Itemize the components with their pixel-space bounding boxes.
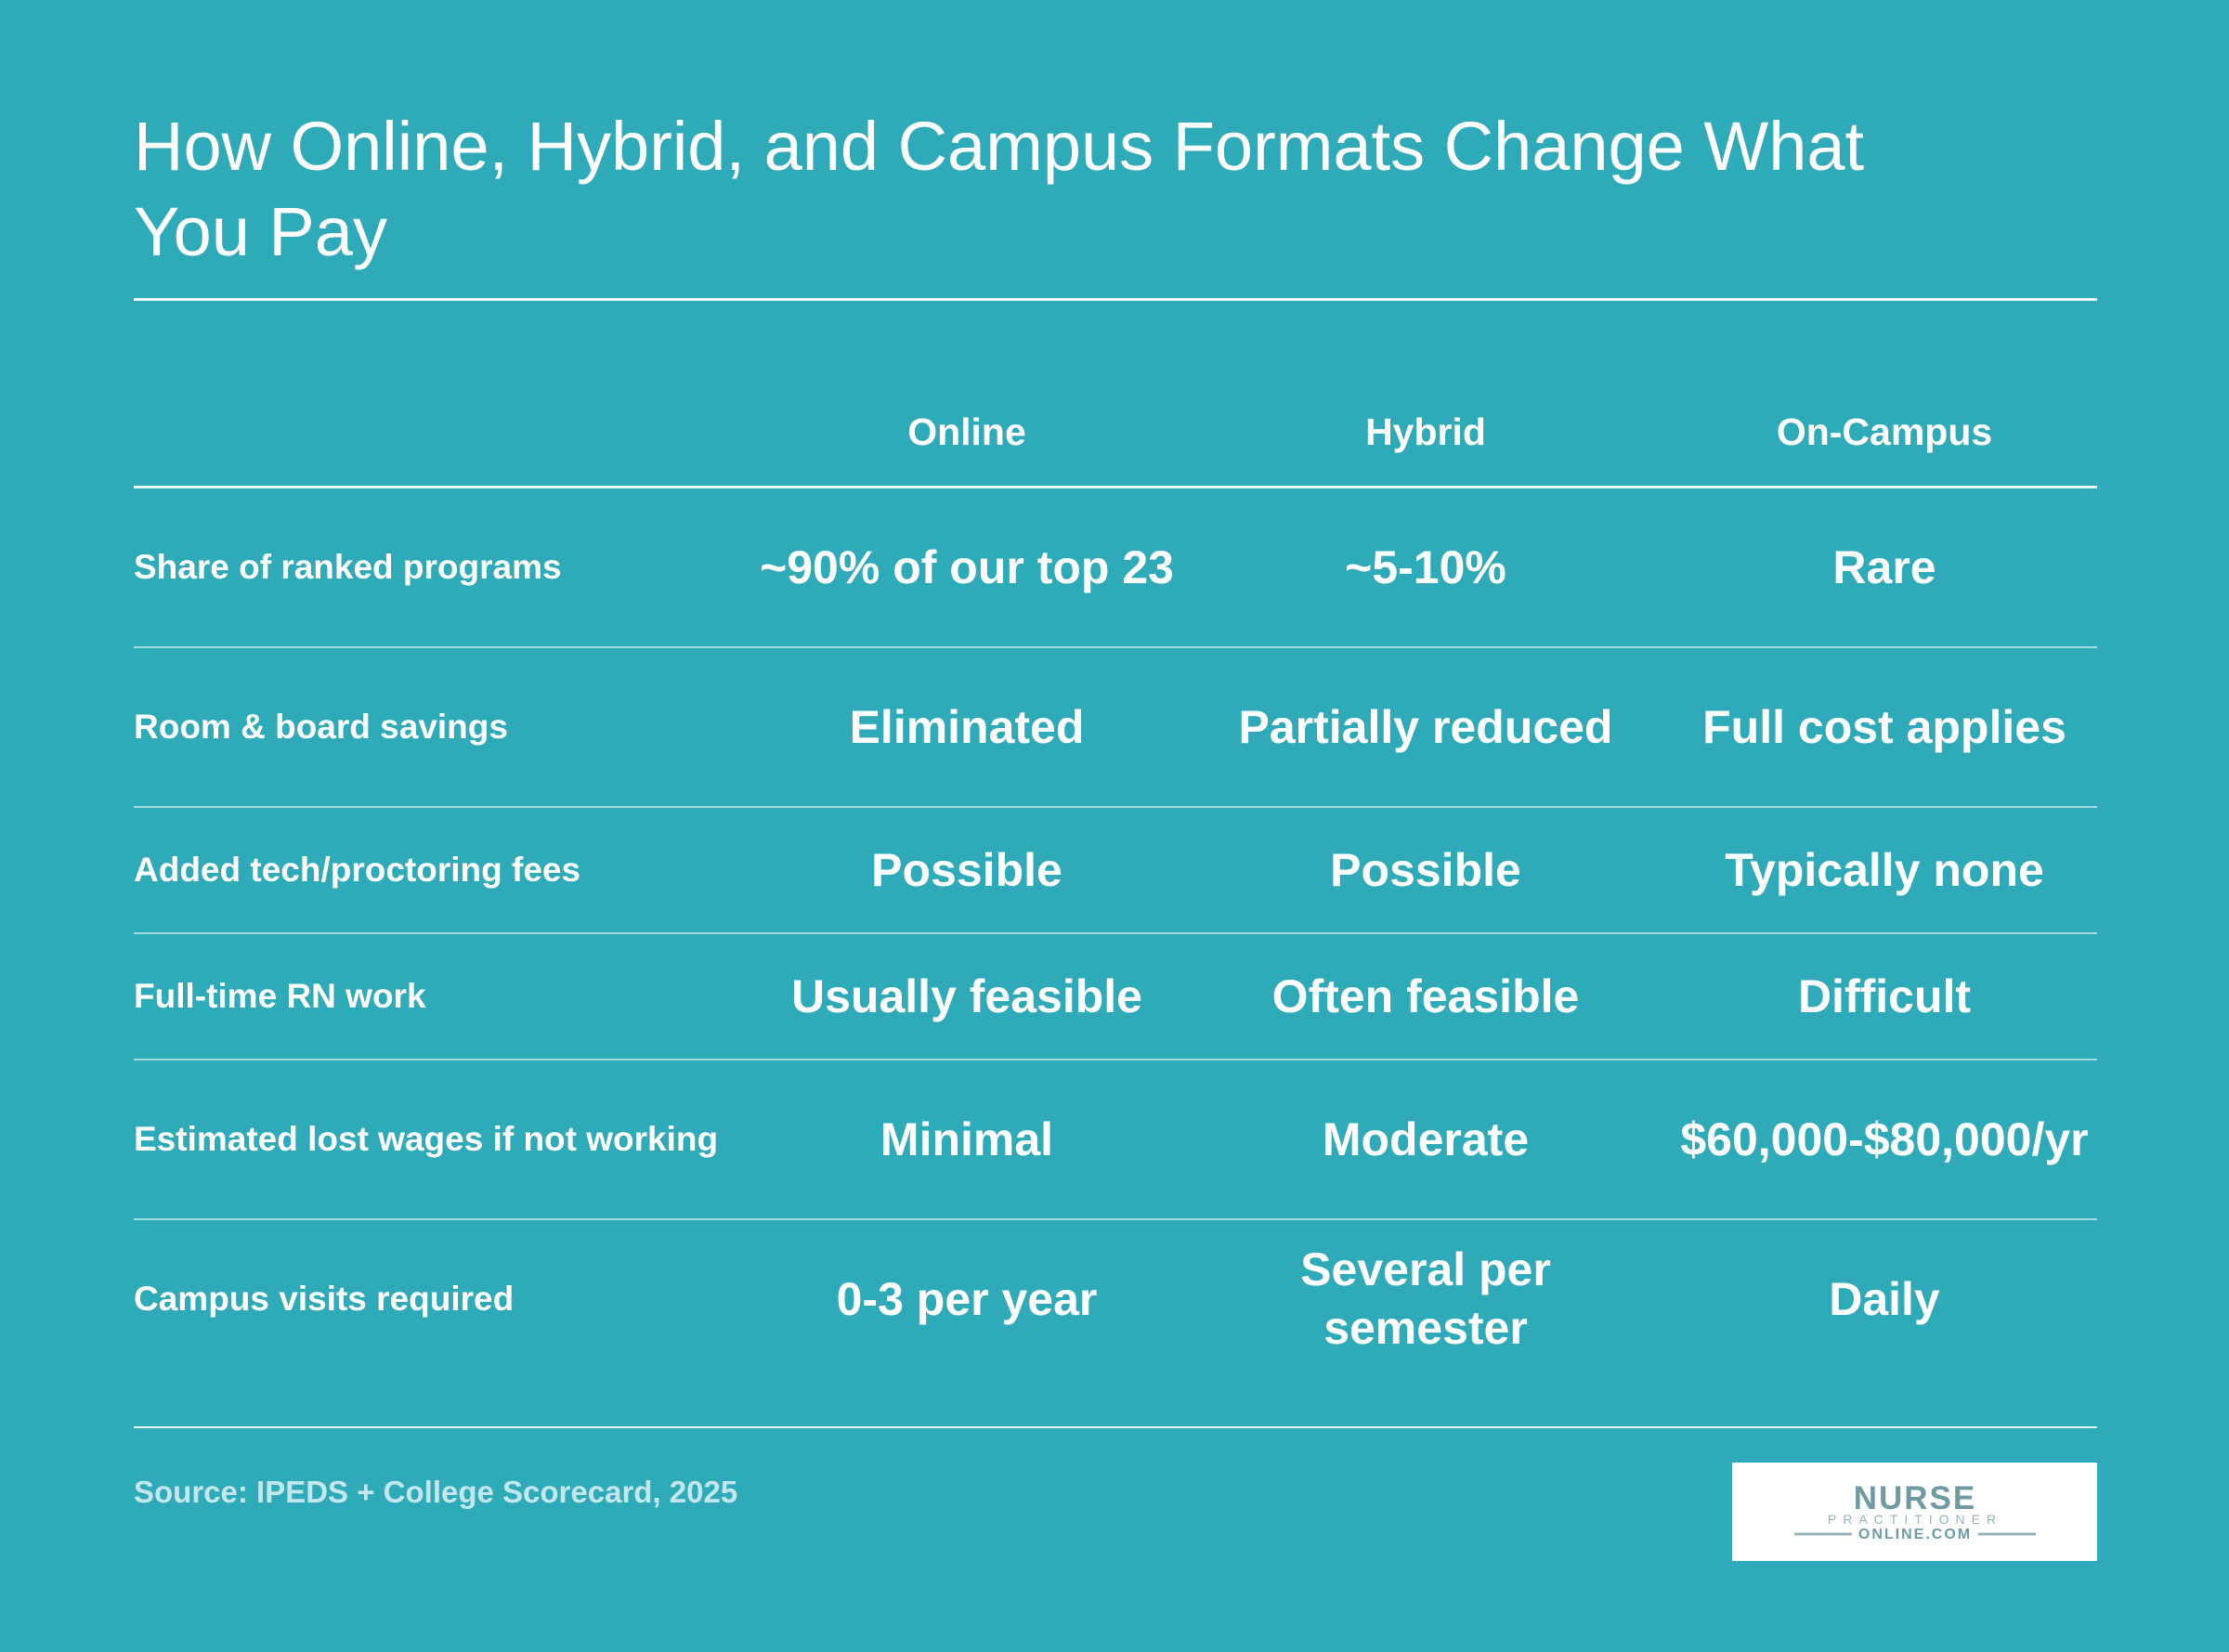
brand-logo bbox=[1732, 1463, 2097, 1561]
logo-wordmark bbox=[1776, 1481, 2054, 1542]
source-note: Source: IPEDS + College Scorecard, 2025 bbox=[134, 1475, 738, 1509]
cell-online: 0-3 per year bbox=[836, 1272, 1098, 1325]
table-row bbox=[134, 934, 2097, 1060]
cell-hybrid: ~5-10% bbox=[1345, 540, 1506, 593]
logo-line-nurse: NURSE bbox=[1853, 1481, 1976, 1516]
row-label: Share of ranked programs bbox=[134, 548, 562, 586]
comparison-table bbox=[134, 371, 2097, 1378]
row-label: Added tech/proctoring fees bbox=[134, 851, 581, 889]
row-label: Room & board savings bbox=[134, 708, 508, 746]
cell-on-campus: Rare bbox=[1832, 540, 1936, 593]
row-label: Full-time RN work bbox=[134, 977, 426, 1015]
row-label: Estimated lost wages if not working bbox=[134, 1120, 719, 1158]
table-row bbox=[134, 1060, 2097, 1220]
cell-hybrid: Possible bbox=[1330, 843, 1521, 896]
cell-on-campus: $60,000-$80,000/yr bbox=[1680, 1112, 2089, 1165]
logo-line-practitioner: PRACTITIONER bbox=[1827, 1512, 2002, 1527]
cell-on-campus: Typically none bbox=[1725, 843, 2044, 896]
table-row bbox=[134, 488, 2097, 648]
cell-online: Minimal bbox=[880, 1112, 1054, 1165]
table-row bbox=[134, 648, 2097, 808]
cell-hybrid: Partially reduced bbox=[1238, 700, 1613, 753]
table-header-row bbox=[134, 371, 2097, 488]
cell-on-campus: Daily bbox=[1829, 1272, 1940, 1325]
cell-online: Possible bbox=[871, 843, 1062, 896]
table-row bbox=[134, 1220, 2097, 1378]
cell-hybrid: Often feasible bbox=[1271, 969, 1580, 1022]
column-header-hybrid: Hybrid bbox=[1365, 410, 1486, 453]
cell-online: Usually feasible bbox=[791, 969, 1142, 1022]
row-label: Campus visits required bbox=[134, 1280, 515, 1318]
cell-online: ~90% of our top 23 bbox=[760, 540, 1174, 593]
title-divider bbox=[134, 298, 2097, 301]
footer-divider bbox=[134, 1426, 2097, 1428]
column-header-online: Online bbox=[907, 410, 1026, 453]
table-row bbox=[134, 808, 2097, 934]
column-header-on-campus: On-Campus bbox=[1776, 410, 1993, 453]
logo-line-online: ONLINE.COM bbox=[1858, 1527, 1972, 1542]
page-title: How Online, Hybrid, and Campus Formats Change What You Pay bbox=[134, 108, 1865, 270]
cell-on-campus: Full cost applies bbox=[1702, 700, 2066, 753]
cell-on-campus: Difficult bbox=[1797, 969, 1972, 1022]
cell-online: Eliminated bbox=[849, 700, 1085, 753]
cell-hybrid: Several per semester bbox=[1300, 1243, 1551, 1354]
cell-hybrid: Moderate bbox=[1322, 1112, 1530, 1165]
infographic bbox=[134, 0, 2097, 1652]
